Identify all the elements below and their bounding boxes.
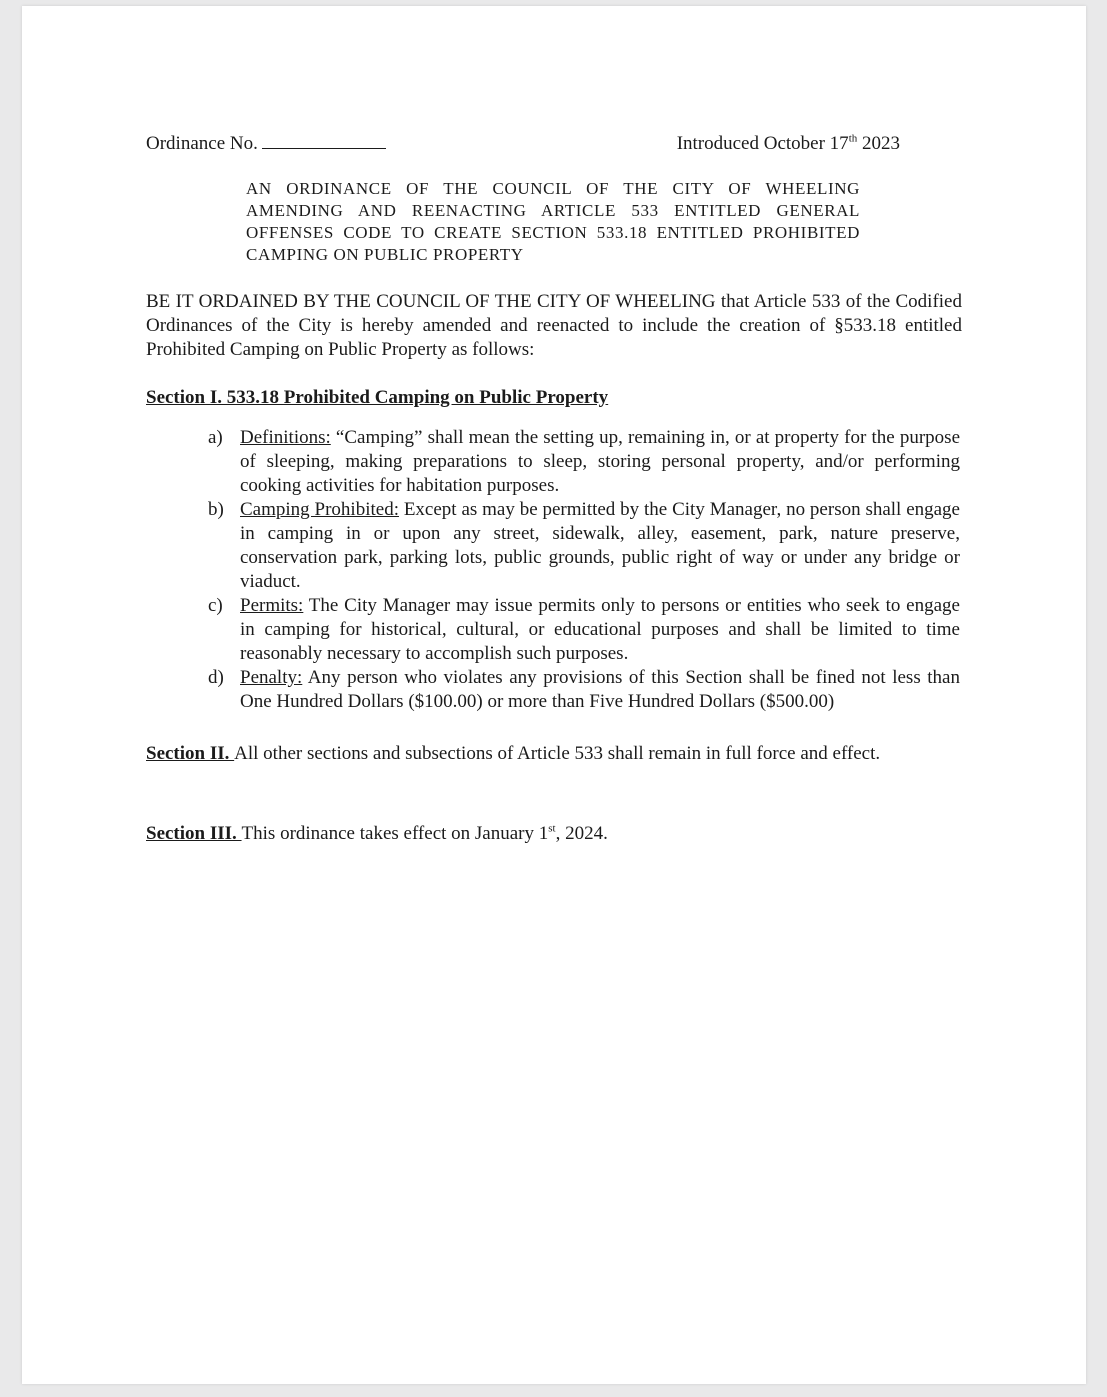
list-item: c) Permits: The City Manager may issue permits only to persons or entities who seek to engage in camping for historical, cultural, or educational purposes and shall be limited to time reasonably necessary to accomplish such purposes. [208, 595, 960, 664]
list-item: a) Definitions: “Camping” shall mean the setting up, remaining in, or at property for the purpose of sleeping, making preparations to sleep, storing personal property, and/or performing cooking activities for habitation purposes. [208, 427, 960, 496]
section-3: Section III. This ordinance takes effect on January 1st, 2024. [146, 822, 608, 844]
list-item: b) Camping Prohibited: Except as may be permitted by the City Manager, no person shall engage in camping in or upon any street, sidewalk, alley, easement, park, nature preserve, conservation park, parking lots, public grounds, public right of way or under any bridge or viaduct. [208, 499, 960, 592]
section-2: Section II. All other sections and subsections of Article 533 shall remain in full force and effect. [146, 743, 881, 764]
item-term: Penalty: [240, 667, 303, 688]
item-term: Camping Prohibited: [240, 499, 399, 520]
list-item: d) Penalty: Any person who violates any provisions of this Section shall be fined not less than One Hundred Dollars ($100.00) or more than Five Hundred Dollars ($500.00) [208, 667, 960, 712]
introduced-date: Introduced October 17th 2023 [676, 132, 900, 154]
ordinance-number-blank [262, 132, 386, 149]
item-term: Permits: [240, 595, 304, 616]
document-page [22, 6, 1086, 1384]
ordinance-number [146, 132, 386, 156]
intro-paragraph: BE IT ORDAINED BY THE COUNCIL OF THE CITY OF WHEELING that Article 533 of the Codified Ordinances of the City is hereby amended and reenacted to include the creation of §533.18 entitled Prohibited Camping on Public Property as follows: [146, 291, 962, 360]
item-term: Definitions: [240, 427, 331, 448]
section-1-items [208, 426, 960, 714]
section-2-heading: Section II. [146, 743, 235, 764]
section-3-heading: Section III. [146, 823, 242, 844]
ordinance-label: Ordinance No. [146, 133, 258, 154]
ordinance-title: AN ORDINANCE OF THE COUNCIL OF THE CITY OF WHEELING AMENDING AND REENACTING ARTICLE 533 ENTITLED GENERAL OFFENSES CODE TO CREATE SECTION 533.18 ENTITLED PROHIBITED CAMPING ON PUBLIC PROPERTY [246, 179, 860, 264]
section-1-heading: Section I. 533.18 Prohibited Camping on Public Property [146, 387, 609, 408]
